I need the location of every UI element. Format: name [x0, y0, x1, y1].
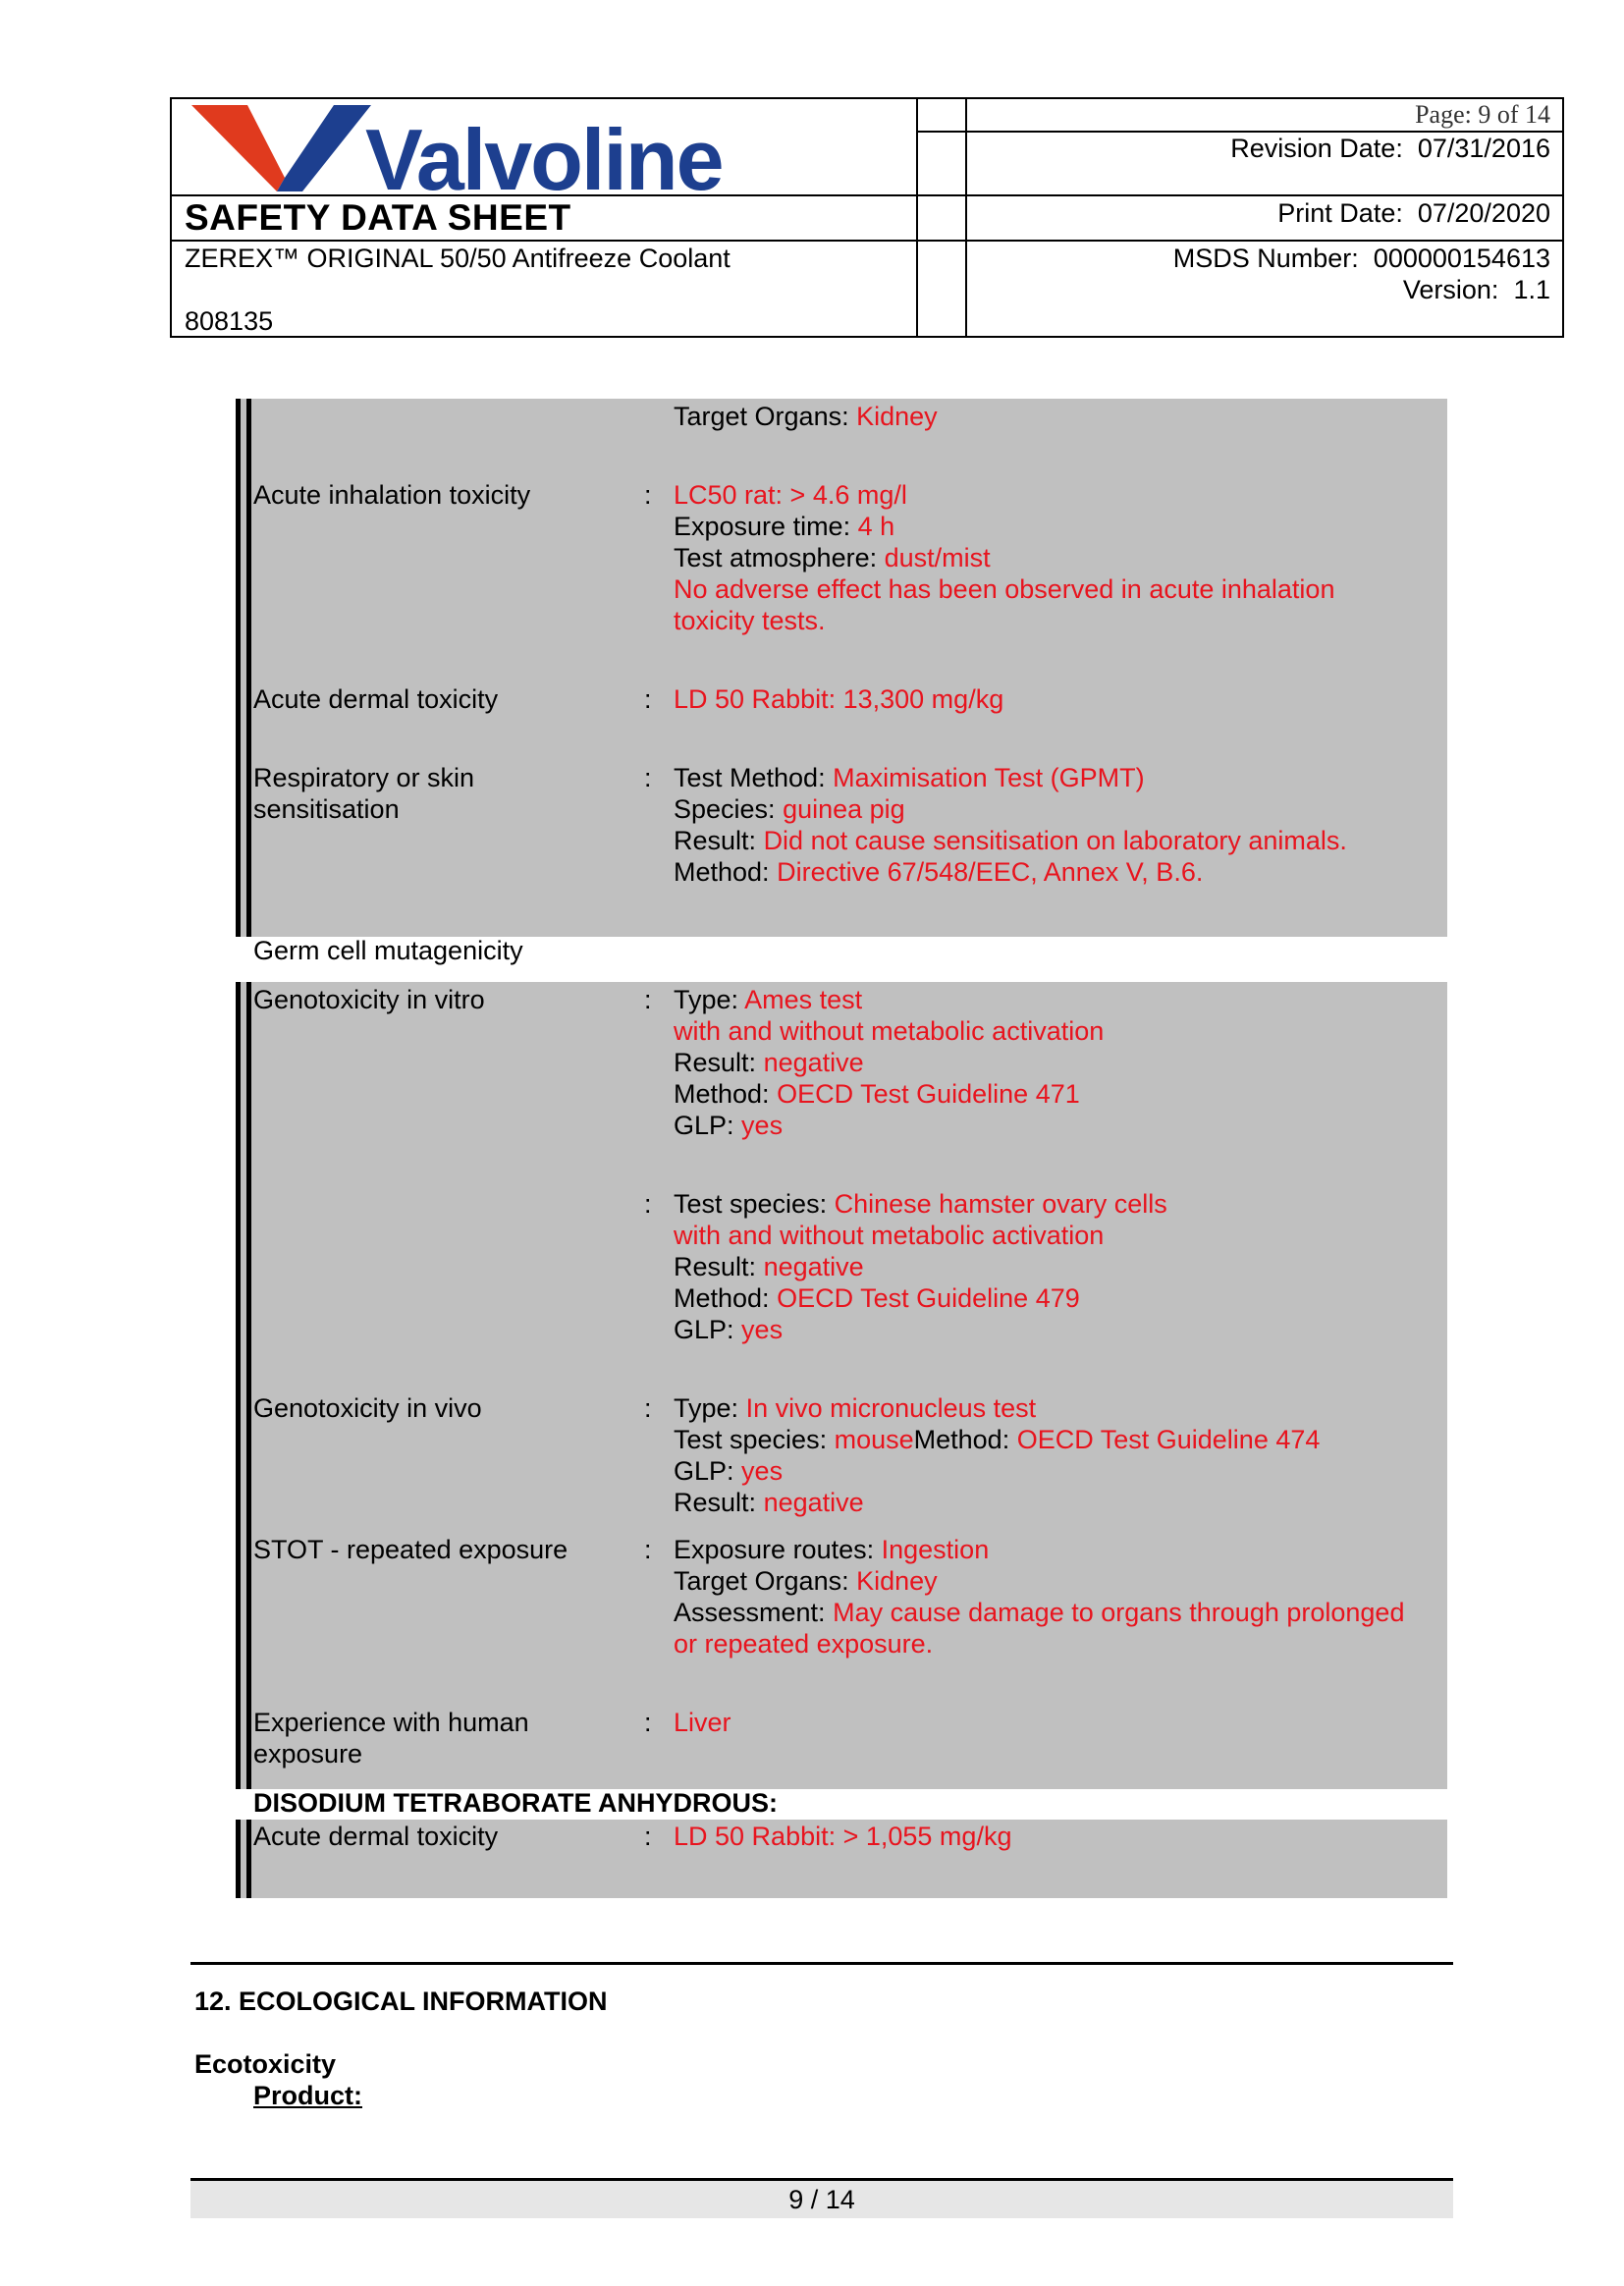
invitro2-activation: with and without metabolic activation	[674, 1221, 1105, 1250]
invitro-type-value: Ames test	[744, 985, 863, 1014]
msds-number-value: 000000154613	[1373, 244, 1550, 273]
invitro2-glp-value: yes	[741, 1315, 784, 1344]
acute-dermal-label: Acute dermal toxicity	[253, 684, 499, 714]
acute-inhalation-label: Acute inhalation toxicity	[253, 480, 531, 510]
invitro2-species-value: Chinese hamster ovary cells	[834, 1189, 1167, 1219]
stot-routes-label: Exposure routes:	[674, 1535, 875, 1564]
exposure-time-line	[674, 511, 894, 542]
invitro-glp-value: yes	[741, 1111, 784, 1140]
invitro2-species-label: Test species:	[674, 1189, 828, 1219]
invitro-result-value: negative	[763, 1048, 864, 1077]
disodium-heading: DISODIUM TETRABORATE ANHYDROUS:	[253, 1788, 778, 1818]
invitro2-species-line	[674, 1188, 1167, 1220]
stot-routes-value: Ingestion	[881, 1535, 990, 1564]
acute-dermal-value: LD 50 Rabbit: 13,300 mg/kg	[674, 684, 1004, 714]
revision-bar-3	[236, 1820, 241, 1898]
document-title: SAFETY DATA SHEET	[185, 197, 571, 238]
revision-bar-2b	[246, 982, 251, 1789]
human-exposure-colon: :	[644, 1708, 652, 1737]
disodium-dermal-label: Acute dermal toxicity	[253, 1822, 499, 1851]
invitro-method-label: Method:	[674, 1079, 770, 1109]
print-date-value: 07/20/2020	[1417, 198, 1550, 228]
section-divider	[190, 1962, 1453, 1965]
genotoxicity-in-vitro-colon: :	[644, 985, 652, 1014]
ecotoxicity-heading: Ecotoxicity	[194, 2049, 337, 2079]
disodium-dermal-value: LD 50 Rabbit: > 1,055 mg/kg	[674, 1822, 1012, 1851]
revision-bar-1	[236, 399, 241, 937]
stot-organs-label: Target Organs:	[674, 1566, 849, 1596]
inhalation-note-1: No adverse effect has been observed in acute inhalation	[674, 574, 1335, 604]
logo-v-blue	[277, 105, 371, 191]
invivo-species-value: mouse	[834, 1425, 914, 1454]
sensitisation-species-label: Species:	[674, 794, 776, 824]
sensitisation-result-label: Result:	[674, 826, 757, 855]
sensitisation-result-line	[674, 825, 1347, 856]
sensitisation-method2-value: Directive 67/548/EEC, Annex V, B.6.	[777, 857, 1204, 887]
invitro2-glp-label: GLP:	[674, 1315, 734, 1344]
invivo-glp-label: GLP:	[674, 1456, 734, 1486]
version-value: 1.1	[1513, 275, 1550, 304]
human-exposure-label-2: exposure	[253, 1739, 363, 1769]
target-organs-line	[674, 401, 938, 432]
invitro2-colon: :	[644, 1189, 652, 1219]
invitro-activation: with and without metabolic activation	[674, 1016, 1105, 1046]
ecology-heading: 12. ECOLOGICAL INFORMATION	[194, 1987, 608, 2016]
invitro2-glp-line	[674, 1314, 783, 1345]
msds-number-label: MSDS Number:	[1172, 244, 1359, 273]
invivo-type-value: In vivo micronucleus test	[745, 1393, 1037, 1423]
target-organs-value: Kidney	[856, 402, 938, 431]
revision-bar-3b	[246, 1820, 251, 1898]
invitro-method-line	[674, 1078, 1080, 1110]
test-atmosphere-label: Test atmosphere:	[674, 543, 878, 572]
sensitisation-method-line	[674, 762, 1145, 793]
acute-dermal-colon: :	[644, 684, 652, 714]
stot-assessment-value-2: or repeated exposure.	[674, 1629, 934, 1659]
exposure-time-value: 4 h	[857, 512, 895, 541]
invivo-result-line	[674, 1487, 864, 1518]
invivo-glp-value: yes	[741, 1456, 784, 1486]
invivo-method-value: OECD Test Guideline 474	[1016, 1425, 1321, 1454]
stot-organs-value: Kidney	[856, 1566, 938, 1596]
product-subheading: Product:	[253, 2081, 362, 2110]
revision-date-value: 07/31/2016	[1417, 134, 1550, 163]
invitro2-method-label: Method:	[674, 1283, 770, 1313]
invitro-glp-label: GLP:	[674, 1111, 734, 1140]
revision-bar-1b	[246, 399, 251, 937]
invitro2-result-value: negative	[763, 1252, 864, 1281]
genotoxicity-in-vivo-colon: :	[644, 1393, 652, 1423]
acute-inhalation-colon: :	[644, 480, 652, 510]
invivo-result-value: negative	[763, 1488, 864, 1517]
valvoline-logo	[187, 101, 795, 195]
disodium-dermal-colon: :	[644, 1822, 652, 1851]
invivo-type-line	[674, 1392, 1036, 1424]
invitro2-result-label: Result:	[674, 1252, 757, 1281]
target-organs-label: Target Organs:	[674, 402, 849, 431]
revision-date	[1230, 133, 1550, 164]
product-name: ZEREX™ ORIGINAL 50/50 Antifreeze Coolant	[185, 244, 731, 273]
sensitisation-method-value: Maximisation Test (GPMT)	[833, 763, 1145, 792]
invivo-glp-line	[674, 1455, 783, 1487]
human-exposure-value: Liver	[674, 1708, 731, 1737]
genotoxicity-in-vitro-label: Genotoxicity in vitro	[253, 985, 485, 1014]
lc50-value: LC50 rat: > 4.6 mg/l	[674, 480, 907, 510]
sensitisation-colon: :	[644, 763, 652, 792]
page-number: Page: 9 of 14	[1415, 100, 1550, 129]
invitro-result-label: Result:	[674, 1048, 757, 1077]
invitro-glp-line	[674, 1110, 783, 1141]
stot-colon: :	[644, 1535, 652, 1564]
msds-number	[1173, 243, 1550, 274]
invitro-type-line	[674, 984, 862, 1015]
stot-assessment-value-1: May cause damage to organs through prolonged	[833, 1598, 1405, 1627]
sensitisation-method2-label: Method:	[674, 857, 770, 887]
invivo-type-label: Type:	[674, 1393, 739, 1423]
invitro2-method-value: OECD Test Guideline 479	[777, 1283, 1080, 1313]
test-atmosphere-value: dust/mist	[884, 543, 991, 572]
sensitisation-label-2: sensitisation	[253, 794, 400, 824]
invitro2-method-line	[674, 1282, 1080, 1314]
sensitisation-result-value: Did not cause sensitisation on laboratory animals.	[763, 826, 1347, 855]
sensitisation-method-label: Test Method:	[674, 763, 826, 792]
exposure-time-label: Exposure time:	[674, 512, 851, 541]
sensitisation-method2-line	[674, 856, 1203, 888]
invitro-method-value: OECD Test Guideline 471	[777, 1079, 1080, 1109]
invitro-result-line	[674, 1047, 864, 1078]
product-code: 808135	[185, 306, 274, 336]
invivo-species-label: Test species:	[674, 1425, 828, 1454]
invivo-method-label: Method:	[913, 1425, 1010, 1454]
inhalation-note-2: toxicity tests.	[674, 606, 826, 635]
stot-assessment-line	[674, 1597, 1404, 1628]
germ-cell-heading: Germ cell mutagenicity	[253, 936, 523, 965]
print-date	[1277, 197, 1550, 229]
test-atmosphere-line	[674, 542, 991, 573]
print-date-label: Print Date:	[1277, 198, 1403, 228]
stot-assessment-label: Assessment:	[674, 1598, 826, 1627]
invivo-result-label: Result:	[674, 1488, 757, 1517]
human-exposure-label-1: Experience with human	[253, 1708, 529, 1737]
version-label: Version:	[1402, 275, 1499, 304]
page-indicator: 9 / 14	[788, 2185, 855, 2214]
sensitisation-species-value: guinea pig	[783, 794, 905, 824]
logo-v-red	[191, 105, 285, 191]
revision-date-label: Revision Date:	[1230, 134, 1403, 163]
genotoxicity-in-vivo-label: Genotoxicity in vivo	[253, 1393, 482, 1423]
sensitisation-species-line	[674, 793, 905, 825]
invivo-species-method-line	[674, 1424, 1320, 1455]
stot-label: STOT - repeated exposure	[253, 1535, 568, 1564]
stot-routes-line	[674, 1534, 989, 1565]
stot-organs-line	[674, 1565, 938, 1597]
sensitisation-label-1: Respiratory or skin	[253, 763, 475, 792]
logo-wordmark: Valvoline	[365, 111, 723, 195]
invitro2-result-line	[674, 1251, 864, 1282]
version	[1403, 274, 1550, 305]
revision-bar-2	[236, 982, 241, 1789]
invitro-type-label: Type:	[674, 985, 739, 1014]
